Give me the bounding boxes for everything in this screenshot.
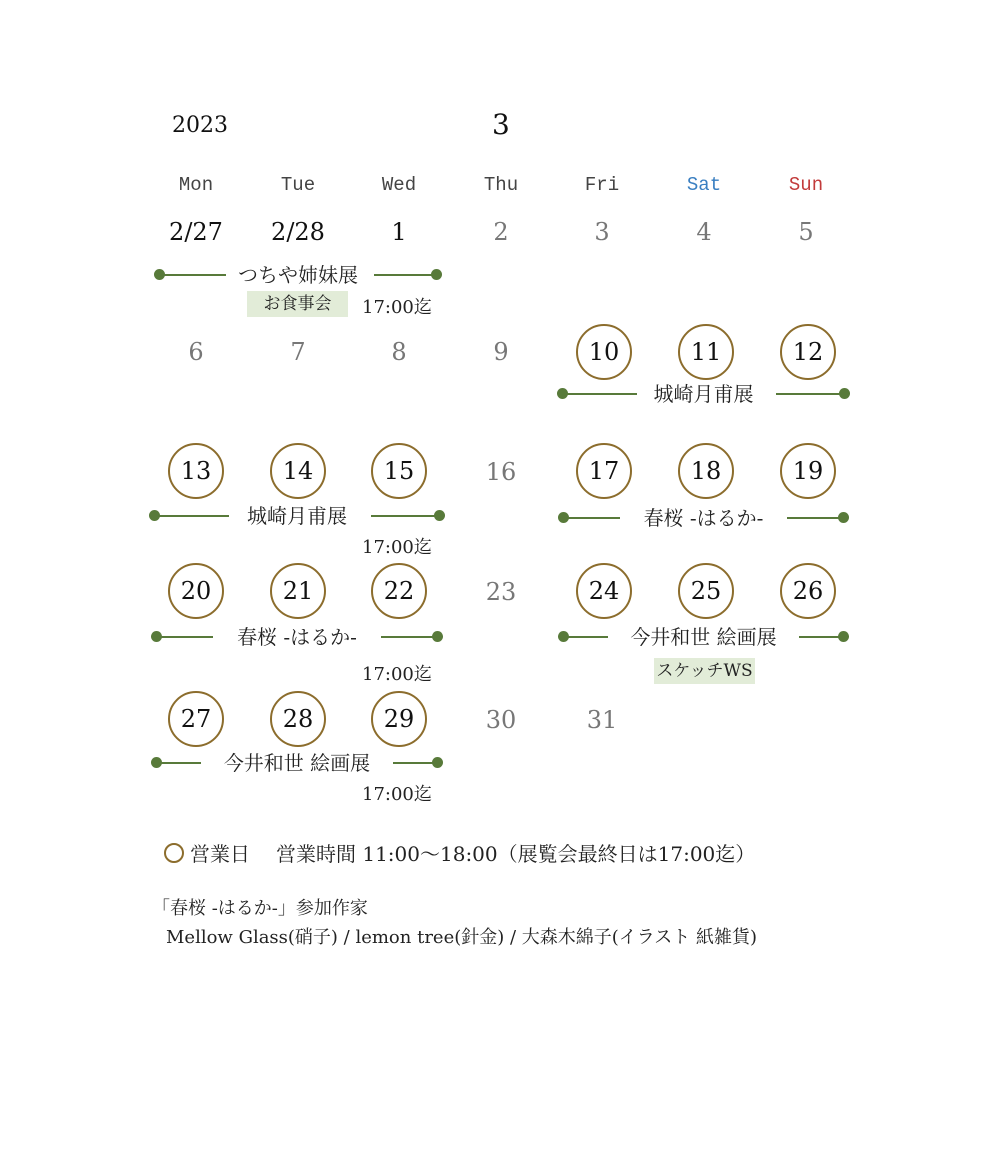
day-cell: 2	[493, 218, 509, 246]
day-cell: 6	[188, 338, 204, 366]
event-bar	[151, 625, 443, 649]
weekday-tue: Tue	[280, 174, 316, 196]
close-time-note: 17:00迄	[362, 297, 432, 318]
day-cell: 30	[485, 706, 517, 734]
calendar-month: 3	[492, 108, 510, 141]
day-cell: 1	[391, 218, 407, 246]
day-cell: 4	[696, 218, 712, 246]
day-cell: 2/28	[271, 218, 325, 246]
event-title: 今井和世 絵画展	[223, 751, 371, 775]
day-cell: 20	[168, 563, 224, 619]
day-cell: 10	[576, 324, 632, 380]
event-bar	[558, 506, 849, 530]
day-cell: 15	[371, 443, 427, 499]
day-cell: 13	[168, 443, 224, 499]
weekday-mon: Mon	[178, 174, 214, 196]
day-cell: 14	[270, 443, 326, 499]
day-cell: 23	[485, 578, 517, 606]
legend-open-day: 営業日	[190, 842, 250, 866]
weekday-thu: Thu	[483, 174, 519, 196]
day-cell: 27	[168, 691, 224, 747]
event-bar	[557, 382, 850, 406]
event-bar	[151, 751, 443, 775]
event-title: 春桜 -はるか-	[643, 506, 764, 530]
event-title: つちや姉妹展	[238, 263, 358, 287]
close-time-note: 17:00迄	[362, 664, 432, 685]
day-cell: 25	[678, 563, 734, 619]
calendar-year: 2023	[172, 113, 228, 138]
weekday-wed: Wed	[381, 174, 417, 196]
day-cell: 31	[586, 706, 618, 734]
event-title: 春桜 -はるか-	[237, 625, 357, 649]
artists-list: Mellow Glass(硝子) / lemon tree(針金) / 大森木綿子(イラスト 紙雑貨)	[166, 927, 758, 948]
legend-hours: 営業時間 11:00～18:00（展覧会最終日は17:00迄）	[276, 842, 756, 866]
legend	[164, 838, 755, 867]
day-cell: 16	[485, 458, 517, 486]
day-cell: 29	[371, 691, 427, 747]
event-bar	[149, 504, 445, 528]
day-cell: 2/27	[169, 218, 223, 246]
sketch-ws-tag: スケッチWS	[654, 658, 755, 684]
day-cell: 5	[798, 218, 814, 246]
day-cell: 17	[576, 443, 632, 499]
day-cell: 3	[594, 218, 610, 246]
day-cell: 21	[270, 563, 326, 619]
event-title: 城崎月甫展	[247, 504, 347, 528]
day-cell: 19	[780, 443, 836, 499]
day-cell: 11	[678, 324, 734, 380]
weekday-sun: Sun	[788, 174, 824, 196]
day-cell: 8	[391, 338, 407, 366]
day-cell: 9	[493, 338, 509, 366]
artists-heading: 「春桜 -はるか-」参加作家	[152, 898, 368, 919]
event-title: 城崎月甫展	[653, 382, 754, 406]
open-day-ring-icon	[164, 843, 184, 863]
weekday-sat: Sat	[686, 174, 722, 196]
day-cell: 24	[576, 563, 632, 619]
day-cell: 28	[270, 691, 326, 747]
event-bar	[154, 263, 442, 287]
meal-tag: お食事会	[247, 291, 348, 317]
close-time-note: 17:00迄	[362, 784, 432, 805]
event-title: 今井和世 絵画展	[630, 625, 777, 649]
day-cell: 7	[290, 338, 306, 366]
close-time-note: 17:00迄	[362, 537, 432, 558]
day-cell: 12	[780, 324, 836, 380]
day-cell: 26	[780, 563, 836, 619]
event-bar	[558, 625, 849, 649]
day-cell: 22	[371, 563, 427, 619]
day-cell: 18	[678, 443, 734, 499]
weekday-fri: Fri	[584, 174, 620, 196]
